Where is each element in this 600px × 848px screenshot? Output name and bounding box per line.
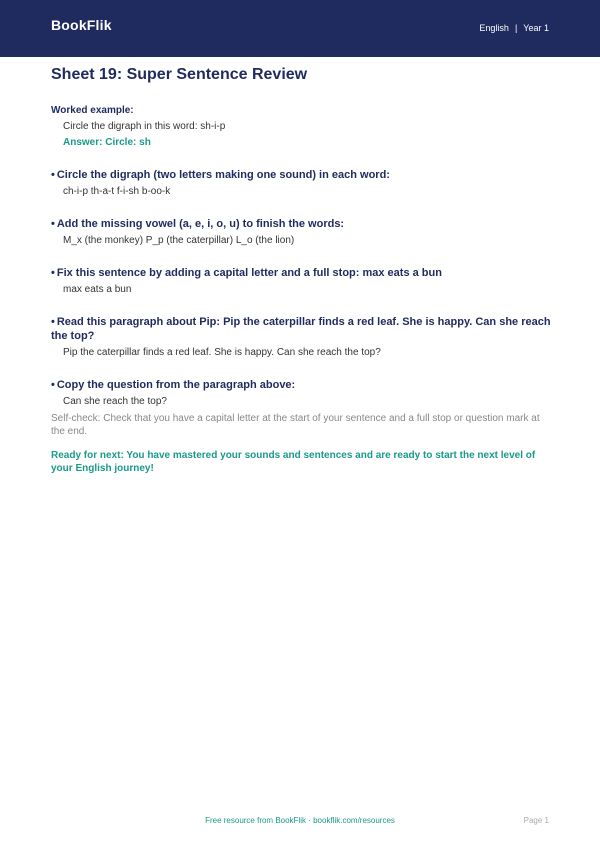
brand-logo-text: BookFlik [51,16,112,33]
question-body: max eats a bun [63,284,132,295]
question-body: Pip the caterpillar finds a red leaf. She is happy. Can she reach the top? [63,347,381,358]
question-2 [51,217,551,248]
question-3 [51,266,551,297]
question-heading [51,315,551,343]
bullet-icon: • [51,379,55,391]
subject-label: English [479,22,509,33]
bullet-icon: • [51,316,55,328]
bullet-icon: • [51,218,55,230]
worked-example-prompt: Circle the digraph in this word: sh-i-p [63,121,226,132]
question-heading-text: Read this paragraph about Pip: Pip the caterpillar finds a red leaf. She is happy. Can she reach the top? [51,316,551,342]
question-heading [51,168,551,182]
question-heading [51,217,551,231]
worked-example-label: Worked example: [51,105,134,116]
page-footer [0,816,600,828]
worked-example [51,104,551,150]
question-heading-text: Fix this sentence by adding a capital letter and a full stop: max eats a bun [56,267,442,279]
question-heading [51,266,551,280]
sheet-content [51,64,551,475]
question-body: ch-i-p th-a-t f-i-sh b-oo-k [63,186,171,197]
year-label: Year 1 [523,22,549,33]
question-heading-text: Copy the question from the paragraph above: [56,379,296,391]
page-title: Sheet 19: Super Sentence Review [51,66,308,83]
ready-for-next-note: Ready for next: You have mastered your sounds and sentences and are ready to start the next level of your English journey! [51,450,536,474]
question-1 [51,168,551,199]
meta-separator: | [514,22,518,33]
question-4 [51,315,551,360]
worked-example-answer: Answer: Circle: sh [63,137,151,148]
bullet-icon: • [51,267,55,279]
question-heading [51,378,551,392]
question-heading-text: Add the missing vowel (a, e, i, o, u) to finish the words: [56,218,345,230]
question-body: Can she reach the top? [63,396,167,407]
page-header [0,0,600,57]
page-number: Page 1 [523,816,549,825]
question-body: M_x (the monkey) P_p (the caterpillar) L_o (the lion) [63,235,295,246]
bullet-icon: • [51,169,55,181]
self-check-note: Self-check: Check that you have a capital letter at the start of your sentence and a full stop or question mark at the end. [51,413,540,437]
footer-credit: Free resource from BookFlik · bookflik.com/resources [205,816,395,825]
question-heading-text: Circle the digraph (two letters making one sound) in each word: [56,169,390,181]
header-meta [479,23,549,33]
question-5 [51,378,551,409]
